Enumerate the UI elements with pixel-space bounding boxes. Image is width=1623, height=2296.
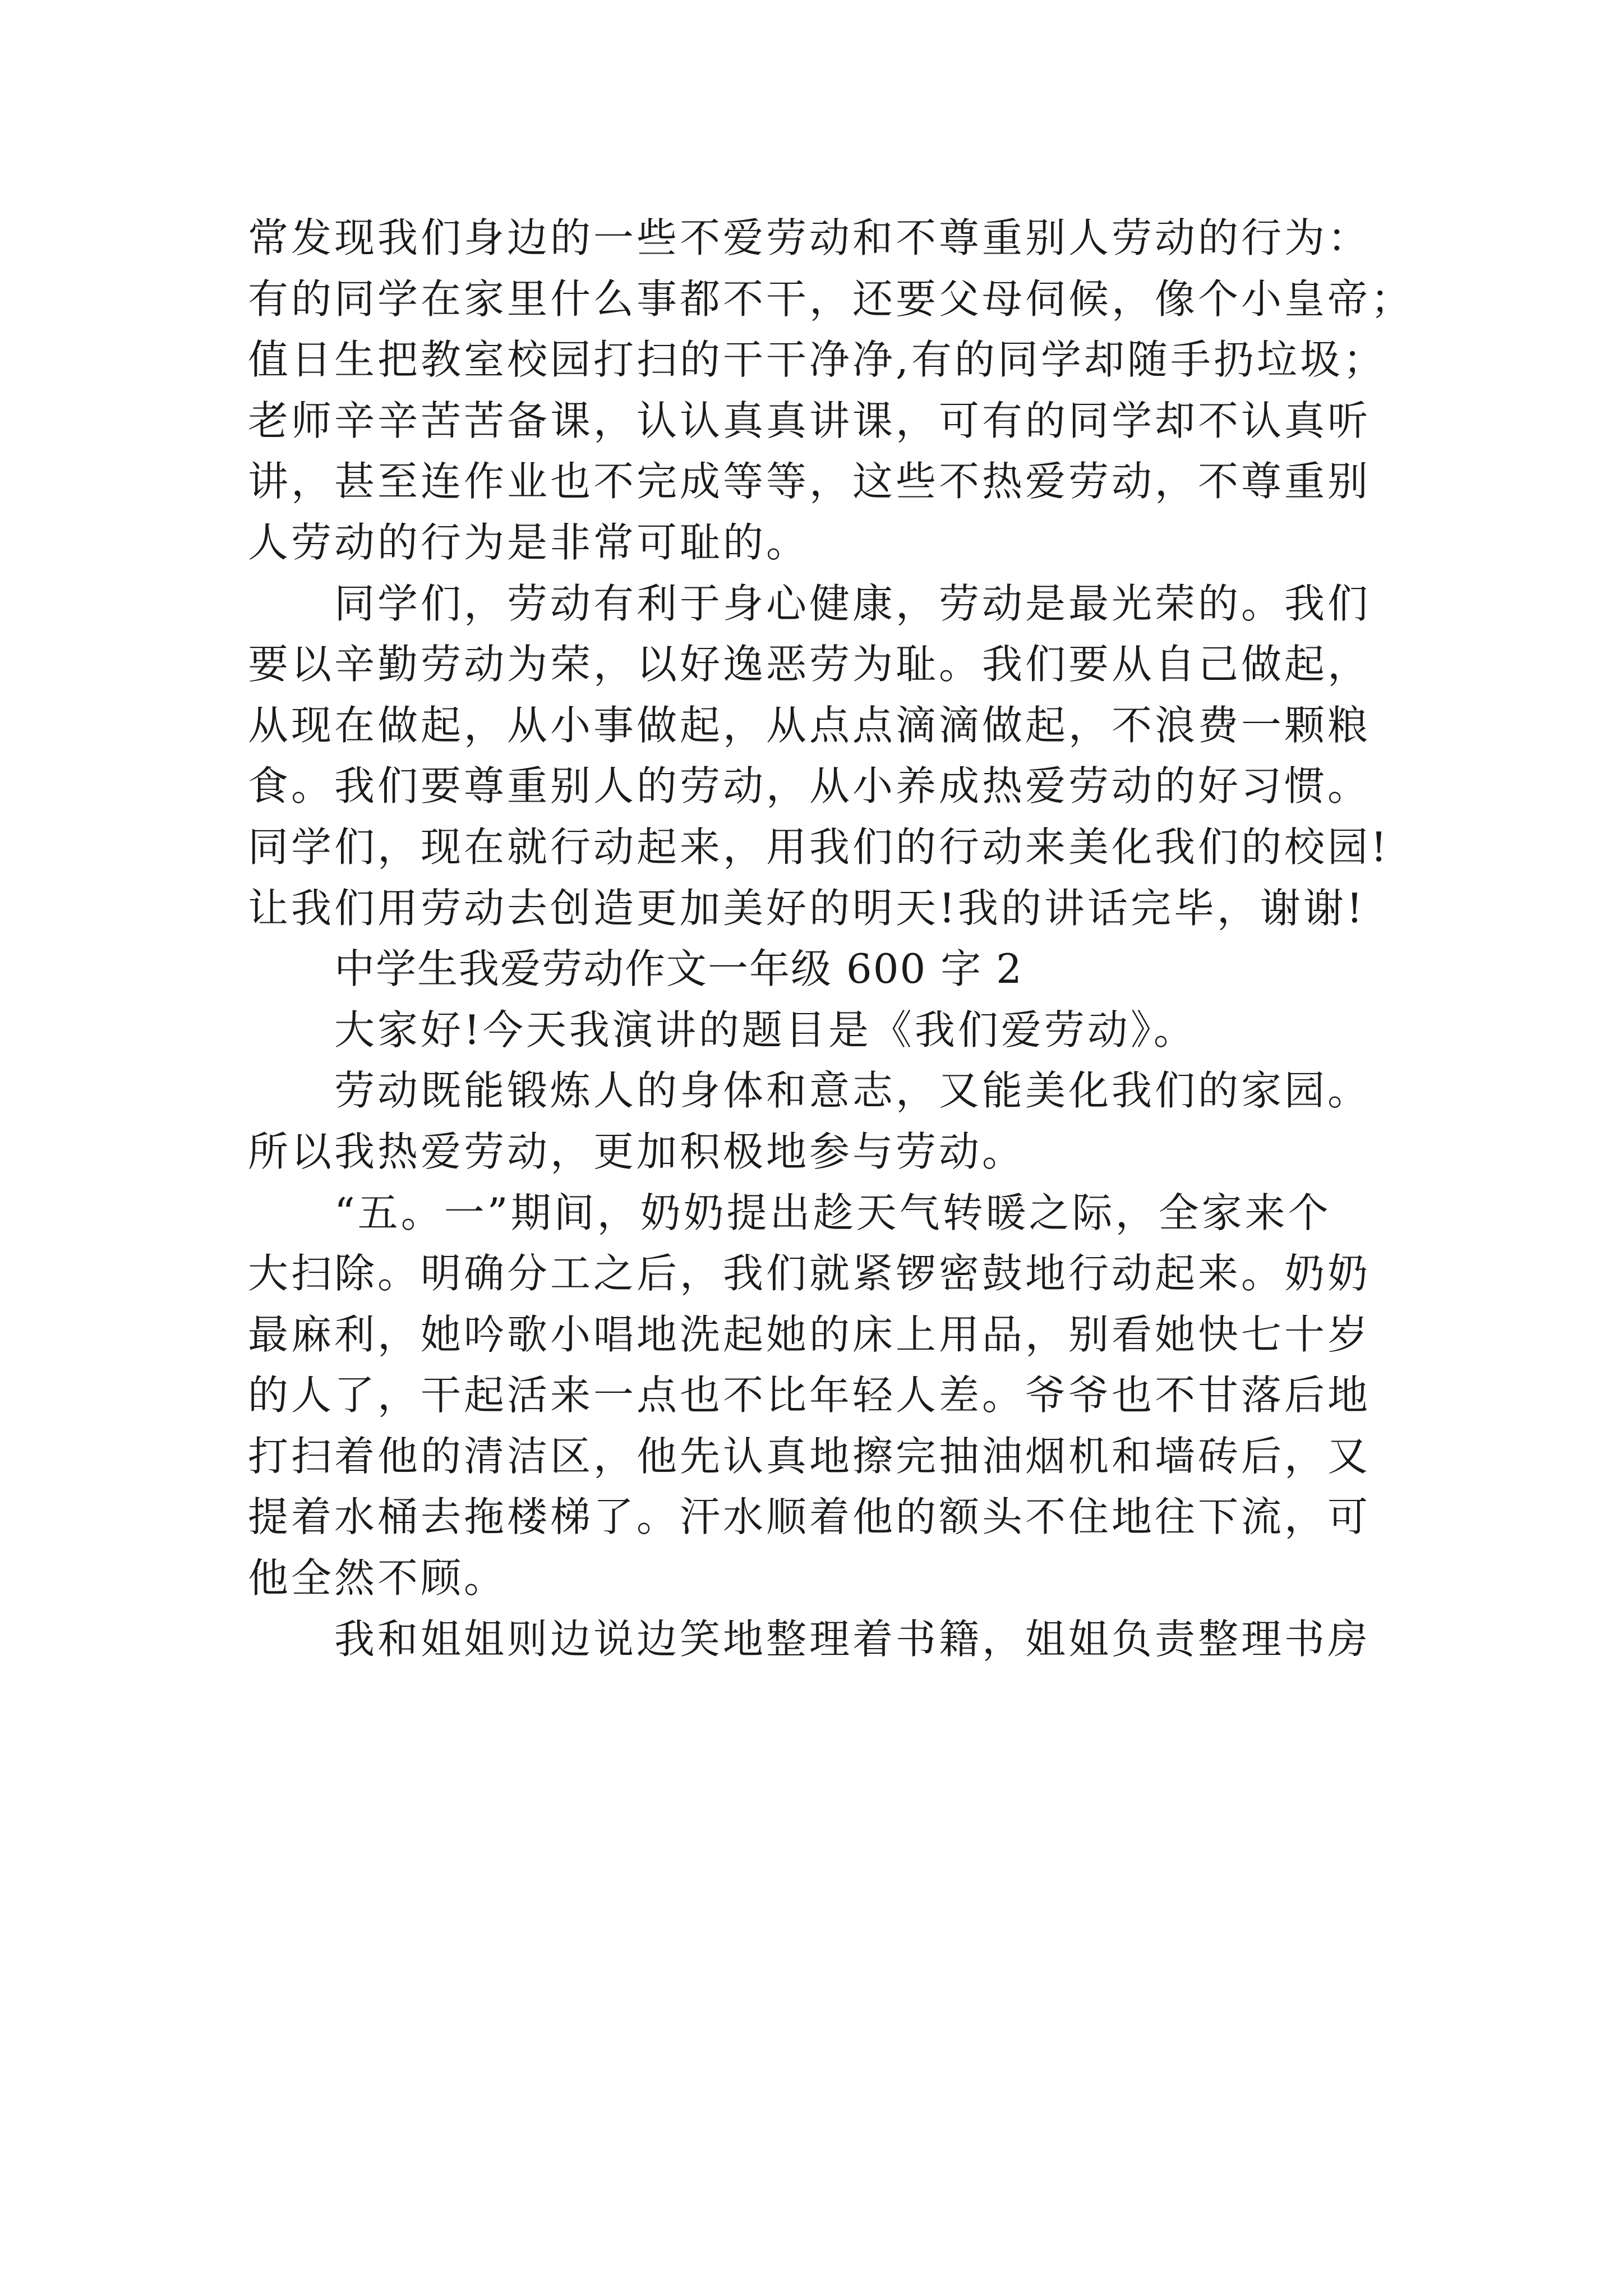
- text-line: 要以辛勤劳动为荣，以好逸恶劳为耻。我们要从自己做起，: [248, 641, 1371, 688]
- paragraph: [248, 1182, 1392, 1609]
- text-line: 我和姐姐则边说边笑地整理着书籍，姐姐负责整理书房: [334, 1615, 1371, 1663]
- text-line: 打扫着他的清洁区，他先认真地擦完抽油烟机和墙砖后，又: [248, 1432, 1371, 1480]
- text-line: 提着水桶去拖楼梯了。汗水顺着他的额头不住地往下流，可: [248, 1493, 1371, 1541]
- text-line: 大扫除。明确分工之后，我们就紧锣密鼓地行动起来。奶奶: [248, 1250, 1371, 1297]
- text-line: 大家好!今天我演讲的题目是《我们爱劳动》。: [334, 1006, 1197, 1053]
- text-line: 常发现我们身边的一些不爱劳动和不尊重别人劳动的行为：: [248, 214, 1371, 261]
- text-line: 同学们，劳动有利于身心健康，劳动是最光荣的。我们: [334, 579, 1371, 627]
- text-line: 所以我热爱劳动，更加积极地参与劳动。: [248, 1128, 1026, 1175]
- paragraph: [248, 208, 1414, 573]
- text-line: 劳动既能锻炼人的身体和意志，又能美化我们的家园。: [334, 1067, 1371, 1115]
- section-heading: [248, 938, 1392, 1000]
- text-line: 从现在做起，从小事做起，从点点滴滴做起，不浪费一颗粮: [248, 701, 1371, 749]
- paragraph: [248, 1609, 1392, 1670]
- text-line: 讲，甚至连作业也不完成等等，这些不热爱劳动，不尊重别: [248, 458, 1371, 505]
- heading-text: 中学生我爱劳动作文一年级 600 字 2: [334, 945, 1023, 993]
- text-line: 值日生把教室校园打扫的干干净净,有的同学却随手扔垃圾；: [248, 336, 1386, 384]
- text-line: 最麻利，她吟歌小唱地洗起她的床上用品，别看她快七十岁: [248, 1310, 1371, 1358]
- text-line: 同学们，现在就行动起来，用我们的行动来美化我们的校园!: [248, 823, 1390, 871]
- paragraph: [248, 1000, 1392, 1061]
- paragraph: [248, 1060, 1392, 1182]
- text-line: 老师辛辛苦苦备课，认认真真讲课，可有的同学却不认真听: [248, 397, 1371, 444]
- text-line: 让我们用劳动去创造更加美好的明天!我的讲话完毕，谢谢!: [248, 884, 1366, 932]
- text-line: 食。我们要尊重别人的劳动，从小养成热爱劳动的好习惯。: [248, 762, 1371, 810]
- text-line: 的人了，干起活来一点也不比年轻人差。爷爷也不甘落后地: [248, 1372, 1371, 1419]
- text-line: “五。一”期间，奶奶提出趁天气转暖之际，全家来个: [334, 1189, 1331, 1236]
- text-line: 有的同学在家里什么事都不干，还要父母伺候，像个小皇帝；: [248, 275, 1414, 323]
- paragraph: [248, 573, 1392, 939]
- document-body: [248, 208, 1414, 1669]
- text-line: 他全然不顾。: [248, 1554, 508, 1602]
- text-line: 人劳动的行为是非常可耻的。: [248, 518, 810, 566]
